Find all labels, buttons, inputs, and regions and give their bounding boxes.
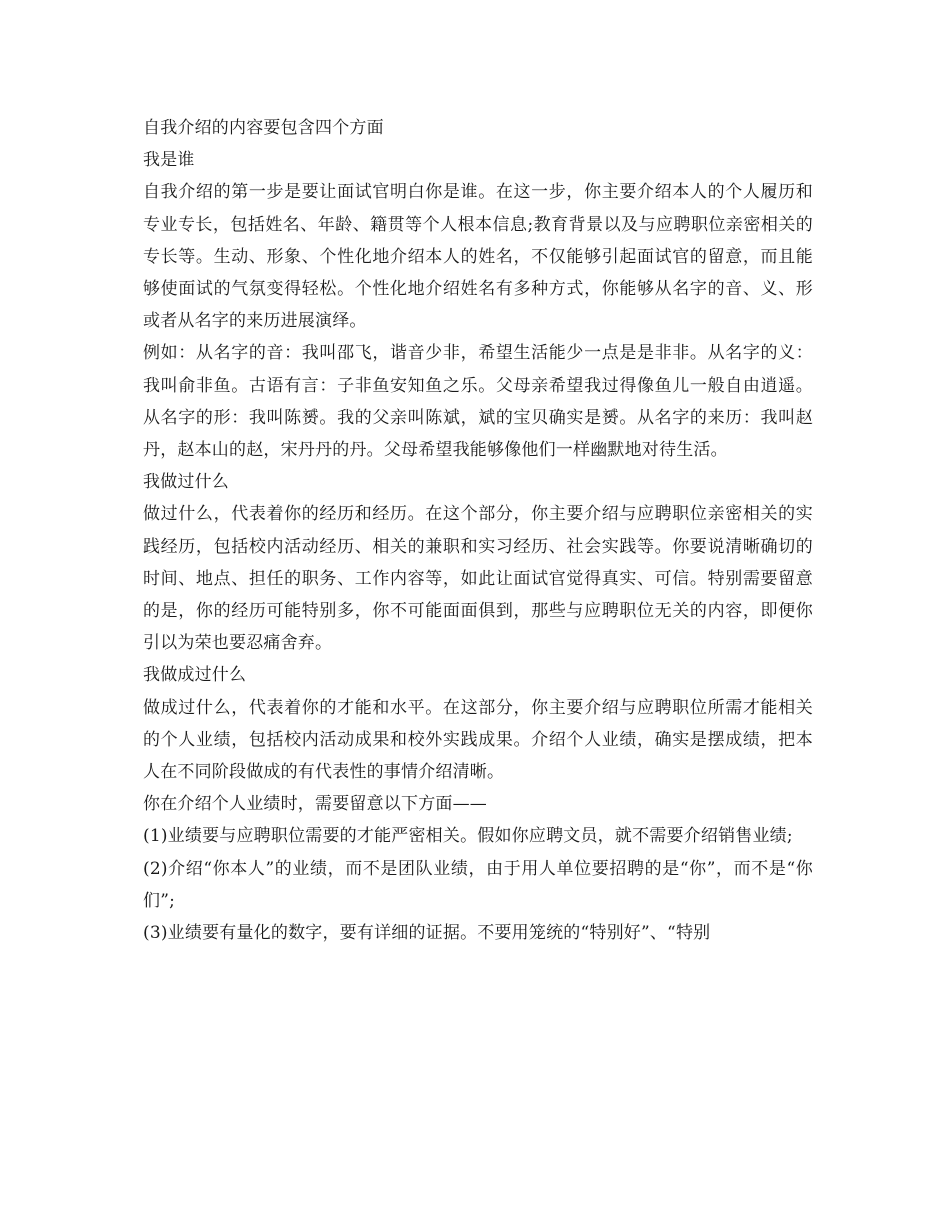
paragraph: 你在介绍个人业绩时，需要留意以下方面——: [143, 794, 487, 815]
section-heading-who-am-i: 我是谁: [143, 150, 195, 171]
section-heading-what-i-achieved: 我做成过什么: [143, 665, 247, 686]
list-item: (3)业绩要有量化的数字，要有详细的证据。不要用笼统的“特别好”、“特别: [143, 923, 711, 944]
document-page: [143, 112, 813, 949]
document-title: 自我介绍的内容要包含四个方面: [143, 118, 384, 138]
paragraph: 自我介绍的第一步是要让面试官明白你是谁。在这一步，你主要介绍本人的个人履历和专业专长，包括姓名、年龄、籍贯等个人根本信息;教育背景以及与应聘职位亲密相关的专长等。生动、形象、个性化地介绍本人的姓名，不仅能够引起面试官的留意，而且能够使面试的气氛变得轻松。个性化地介绍姓名有多种方式，你能够从名字的音、义、形或者从名字的来历进展演绎。: [143, 182, 813, 332]
section-heading-what-i-did: 我做过什么: [143, 472, 229, 493]
list-item: (1)业绩要与应聘职位需要的才能严密相关。假如你应聘文员，就不需要介绍销售业绩;: [143, 826, 793, 847]
list-item: (2)介绍“你本人”的业绩，而不是团队业绩，由于用人单位要招聘的是“你”，而不是“你们”;: [143, 858, 813, 911]
paragraph: 做成过什么，代表着你的才能和水平。在这部分，你主要介绍与应聘职位所需才能相关的个人业绩，包括校内活动成果和校外实践成果。介绍个人业绩，确实是摆成绩，把本人在不同阶段做成的有代表性的事情介绍清晰。: [143, 697, 813, 783]
paragraph: 例如：从名字的音：我叫邵飞，谐音少非，希望生活能少一点是是非非。从名字的义：我叫俞非鱼。古语有言：子非鱼安知鱼之乐。父母亲希望我过得像鱼儿一般自由逍遥。从名字的形：我叫陈赟。我的父亲叫陈斌，斌的宝贝确实是赟。从名字的来历：我叫赵丹，赵本山的赵，宋丹丹的丹。父母希望我能够像他们一样幽默地对待生活。: [143, 343, 813, 461]
paragraph: 做过什么，代表着你的经历和经历。在这个部分，你主要介绍与应聘职位亲密相关的实践经历，包括校内活动经历、相关的兼职和实习经历、社会实践等。你要说清晰确切的时间、地点、担任的职务、工作内容等，如此让面试官觉得真实、可信。特别需要留意的是，你的经历可能特别多，你不可能面面俱到，那些与应聘职位无关的内容，即便你引以为荣也要忍痛舍弃。: [143, 504, 813, 654]
